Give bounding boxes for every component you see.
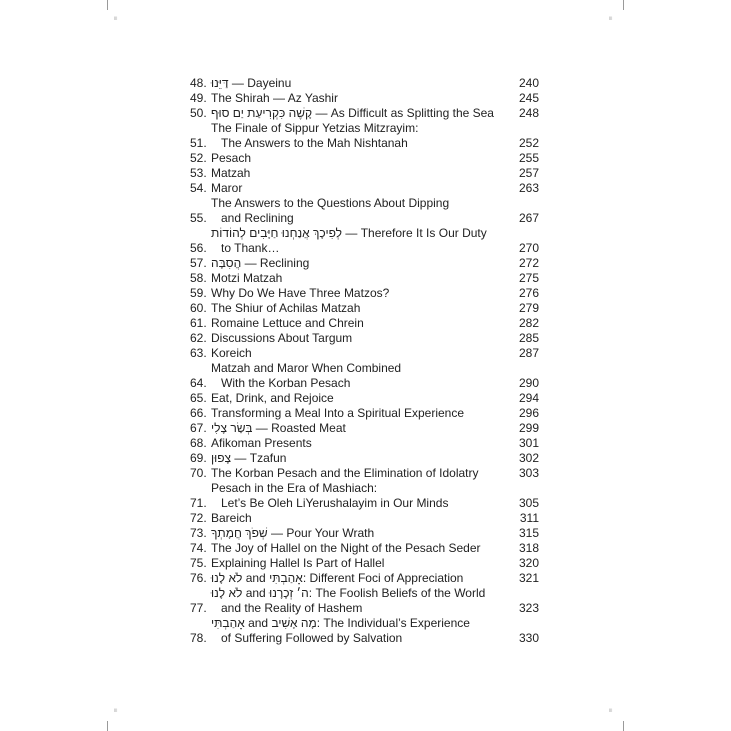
toc-entry-number: 60.	[190, 301, 207, 315]
toc-entry-page: 287	[518, 346, 539, 360]
toc-entry	[190, 181, 539, 196]
toc-entry-title-line: צָפוּן — Tzafun	[211, 451, 287, 465]
toc-entry-number: 57.	[190, 256, 207, 270]
toc-entry-page: 276	[518, 286, 539, 300]
toc-entry-title	[211, 226, 509, 256]
table-of-contents	[190, 76, 539, 646]
toc-entry-title-line: שְׁפֹךְ חֲמָתְךָ — Pour Your Wrath	[211, 526, 375, 540]
toc-entry-page: 290	[518, 376, 539, 390]
registration-mark-bottom-right: iii	[609, 708, 613, 714]
toc-entry-title-line: The Shiur of Achilas Matzah	[211, 301, 361, 315]
toc-entry-page: 270	[518, 241, 539, 255]
toc-entry-title	[211, 586, 509, 616]
toc-entry-number: 59.	[190, 286, 207, 300]
registration-mark-top-right: iii	[609, 16, 613, 22]
toc-entry-title-line: The Shirah — Az Yashir	[211, 91, 338, 105]
toc-entry-page: 311	[519, 511, 539, 525]
toc-entry-title-line: לֹא לָנוּ and אָהַבְתִּי: Different Foci of Appreciation	[211, 571, 464, 585]
toc-entry	[190, 436, 539, 451]
toc-entry-number: 61.	[190, 316, 207, 330]
toc-entry-title	[211, 151, 509, 166]
toc-entry-title	[211, 391, 509, 406]
toc-entry-title	[211, 466, 509, 481]
toc-entry-page: 272	[518, 256, 539, 270]
toc-entry-number: 58.	[190, 271, 207, 285]
toc-entry-title-line: בְּשַׂר צָלִי — Roasted Meat	[211, 421, 346, 435]
toc-entry	[190, 301, 539, 316]
toc-entry-page: 302	[518, 451, 539, 465]
toc-entry-number: 55.	[190, 211, 207, 225]
toc-entry-title-line: Maror	[211, 181, 243, 195]
toc-entry-title	[211, 106, 509, 121]
toc-entry-title	[211, 76, 509, 91]
toc-entry-number: 53.	[190, 166, 207, 180]
toc-entry-title-line: Why Do We Have Three Matzos?	[211, 286, 390, 300]
toc-entry	[190, 121, 539, 151]
toc-entry-title	[211, 481, 509, 511]
toc-entry-page: 245	[518, 91, 539, 105]
toc-entry-page: 321	[518, 571, 539, 585]
crop-mark-bottom-right	[623, 721, 624, 731]
toc-entry	[190, 451, 539, 466]
toc-entry-title-line: Afikoman Presents	[211, 436, 312, 450]
toc-entry-title-line: The Answers to the Questions About Dipping	[211, 196, 450, 210]
toc-entry-number: 54.	[190, 181, 207, 195]
toc-entry	[190, 331, 539, 346]
toc-entry-title-line: אָהַבְתִּי and מָה אָשִׁיב: The Individual’s Experience	[211, 616, 470, 630]
toc-entry-page: 252	[518, 136, 539, 150]
toc-entry	[190, 586, 539, 616]
toc-entry-page: 323	[518, 601, 539, 615]
toc-entry-page: 318	[518, 541, 539, 555]
toc-entry-title	[211, 256, 509, 271]
toc-entry-title-line: Pesach	[211, 151, 252, 165]
toc-entry-page: 267	[518, 211, 539, 225]
toc-entry-page: 257	[518, 166, 539, 180]
toc-entry-page: 330	[518, 631, 539, 645]
toc-entry-number: 74.	[190, 541, 207, 555]
toc-entry-title	[211, 286, 509, 301]
toc-entry-title-line: Koreich	[211, 346, 252, 360]
toc-entry-title	[211, 406, 509, 421]
toc-entry-number: 72.	[190, 511, 207, 525]
toc-entry	[190, 541, 539, 556]
toc-entry-title-line: Matzah and Maror When Combined	[211, 361, 402, 375]
toc-entry-page: 320	[518, 556, 539, 570]
toc-entry-title	[211, 526, 509, 541]
toc-entry-title-line: לְפִיכָךְ אֲנַחְנוּ חַיָּבִים לְהוֹדוֹת — Therefore It Is Our Duty	[211, 226, 487, 240]
toc-entry	[190, 466, 539, 481]
toc-entry	[190, 166, 539, 181]
toc-entry-number: 51.	[190, 136, 207, 150]
toc-entry-title-line: The Joy of Hallel on the Night of the Pesach Seder	[211, 541, 481, 555]
toc-entry	[190, 511, 539, 526]
toc-entry-title-line: קָשֶׁה כִּקְרִיעַת יַם סוּף — As Difficult as Splitting the Sea	[211, 106, 494, 120]
toc-entry-title-line: Explaining Hallel Is Part of Hallel	[211, 556, 385, 570]
toc-entry-title-line: The Answers to the Mah Nishtanah	[221, 136, 408, 150]
toc-entry-title	[211, 91, 509, 106]
toc-entry	[190, 106, 539, 121]
toc-entry	[190, 256, 539, 271]
toc-entry-title-line: of Suffering Followed by Salvation	[221, 631, 403, 645]
toc-entry	[190, 361, 539, 391]
toc-entry-page: 301	[518, 436, 539, 450]
toc-entry-page: 299	[518, 421, 539, 435]
toc-entry	[190, 421, 539, 436]
toc-entry-number: 76.	[190, 571, 207, 585]
toc-entry-page: 263	[518, 181, 539, 195]
toc-entry-page: 296	[518, 406, 539, 420]
registration-mark-top-left: iii	[114, 16, 118, 22]
toc-entry-number: 65.	[190, 391, 207, 405]
toc-entry-title	[211, 436, 509, 451]
toc-entry-number: 66.	[190, 406, 207, 420]
toc-entry-page: 255	[518, 151, 539, 165]
toc-entry-page: 294	[518, 391, 539, 405]
toc-entry-title-line: הֲסִבָּה — Reclining	[211, 256, 310, 270]
toc-entry-number: 63.	[190, 346, 207, 360]
toc-entry-title-line: Transforming a Meal Into a Spiritual Experience	[211, 406, 465, 420]
toc-entry-number: 70.	[190, 466, 207, 480]
toc-entry-title-line: The Korban Pesach and the Elimination of Idolatry	[211, 466, 479, 480]
toc-entry-title	[211, 556, 509, 571]
crop-mark-top-left	[107, 0, 108, 10]
toc-entry-title-line: and the Reality of Hashem	[221, 601, 363, 615]
crop-mark-bottom-left	[107, 721, 108, 731]
toc-entry	[190, 571, 539, 586]
toc-entry-title	[211, 316, 509, 331]
toc-entry-page: 303	[518, 466, 539, 480]
toc-entry-title-line: Let’s Be Oleh LiYerushalayim in Our Minds	[221, 496, 449, 510]
toc-entry	[190, 286, 539, 301]
toc-entry-title	[211, 541, 509, 556]
toc-entry-number: 52.	[190, 151, 207, 165]
toc-entry	[190, 316, 539, 331]
toc-entry	[190, 616, 539, 646]
toc-entry	[190, 226, 539, 256]
toc-entry-page: 305	[518, 496, 539, 510]
toc-entry-title-line: Romaine Lettuce and Chrein	[211, 316, 364, 330]
toc-entry-number: 48.	[190, 76, 207, 90]
toc-entry	[190, 91, 539, 106]
toc-entry-title-line: Pesach in the Era of Mashiach:	[211, 481, 378, 495]
toc-entry	[190, 391, 539, 406]
toc-entry-number: 64.	[190, 376, 207, 390]
toc-entry-title-line: לֹא לָנוּ and ה׳ זְכָרָנוּ: The Foolish Beliefs of the World	[211, 586, 486, 600]
toc-entry-number: 49.	[190, 91, 207, 105]
toc-entry-title-line: to Thank…	[221, 241, 280, 255]
toc-entry-title	[211, 361, 509, 391]
toc-entry-number: 69.	[190, 451, 207, 465]
toc-entry-title	[211, 331, 509, 346]
toc-entry-number: 56.	[190, 241, 207, 255]
toc-entry-title-line: דַּיֵּנוּ — Dayeinu	[211, 76, 292, 90]
toc-entry-number: 62.	[190, 331, 207, 345]
toc-entry	[190, 406, 539, 421]
toc-entry-title-line: Matzah	[211, 166, 251, 180]
crop-mark-top-right	[623, 0, 624, 10]
toc-entry-number: 77.	[190, 601, 207, 615]
toc-entry-number: 75.	[190, 556, 207, 570]
toc-entry-page: 285	[518, 331, 539, 345]
toc-entry-title	[211, 451, 509, 466]
toc-entry-title-line: The Finale of Sippur Yetzias Mitzrayim:	[211, 121, 419, 135]
toc-entry-title	[211, 616, 509, 646]
toc-entry-page: 240	[518, 76, 539, 90]
toc-entry-number: 78.	[190, 631, 207, 645]
toc-entry-page: 279	[518, 301, 539, 315]
toc-entry	[190, 271, 539, 286]
toc-entry-title	[211, 121, 509, 151]
toc-entry-title	[211, 271, 509, 286]
toc-entry-number: 67.	[190, 421, 207, 435]
toc-entry-number: 50.	[190, 106, 207, 120]
toc-entry-title	[211, 166, 509, 181]
toc-entry	[190, 481, 539, 511]
toc-entry	[190, 556, 539, 571]
toc-entry-page: 248	[518, 106, 539, 120]
toc-entry	[190, 151, 539, 166]
toc-entry-page: 282	[518, 316, 539, 330]
toc-entry-title-line: Discussions About Targum	[211, 331, 353, 345]
toc-entry-number: 68.	[190, 436, 207, 450]
toc-entry-title	[211, 181, 509, 196]
toc-entry-title	[211, 511, 509, 526]
toc-entry-number: 73.	[190, 526, 207, 540]
toc-entry-number: 71.	[190, 496, 207, 510]
toc-entry-title-line: With the Korban Pesach	[221, 376, 351, 390]
registration-mark-bottom-left: iii	[114, 708, 118, 714]
toc-entry	[190, 526, 539, 541]
toc-entry-title	[211, 301, 509, 316]
toc-entry	[190, 346, 539, 361]
toc-entry-page: 315	[518, 526, 539, 540]
toc-entry-title	[211, 346, 509, 361]
toc-entry	[190, 76, 539, 91]
toc-entry-title-line: and Reclining	[221, 211, 294, 225]
toc-entry-title-line: Motzi Matzah	[211, 271, 283, 285]
toc-entry	[190, 196, 539, 226]
toc-entry-title	[211, 421, 509, 436]
toc-entry-title-line: Bareich	[211, 511, 252, 525]
toc-entry-title-line: Eat, Drink, and Rejoice	[211, 391, 334, 405]
toc-entry-title	[211, 196, 509, 226]
toc-entry-title	[211, 571, 509, 586]
toc-entry-page: 275	[518, 271, 539, 285]
